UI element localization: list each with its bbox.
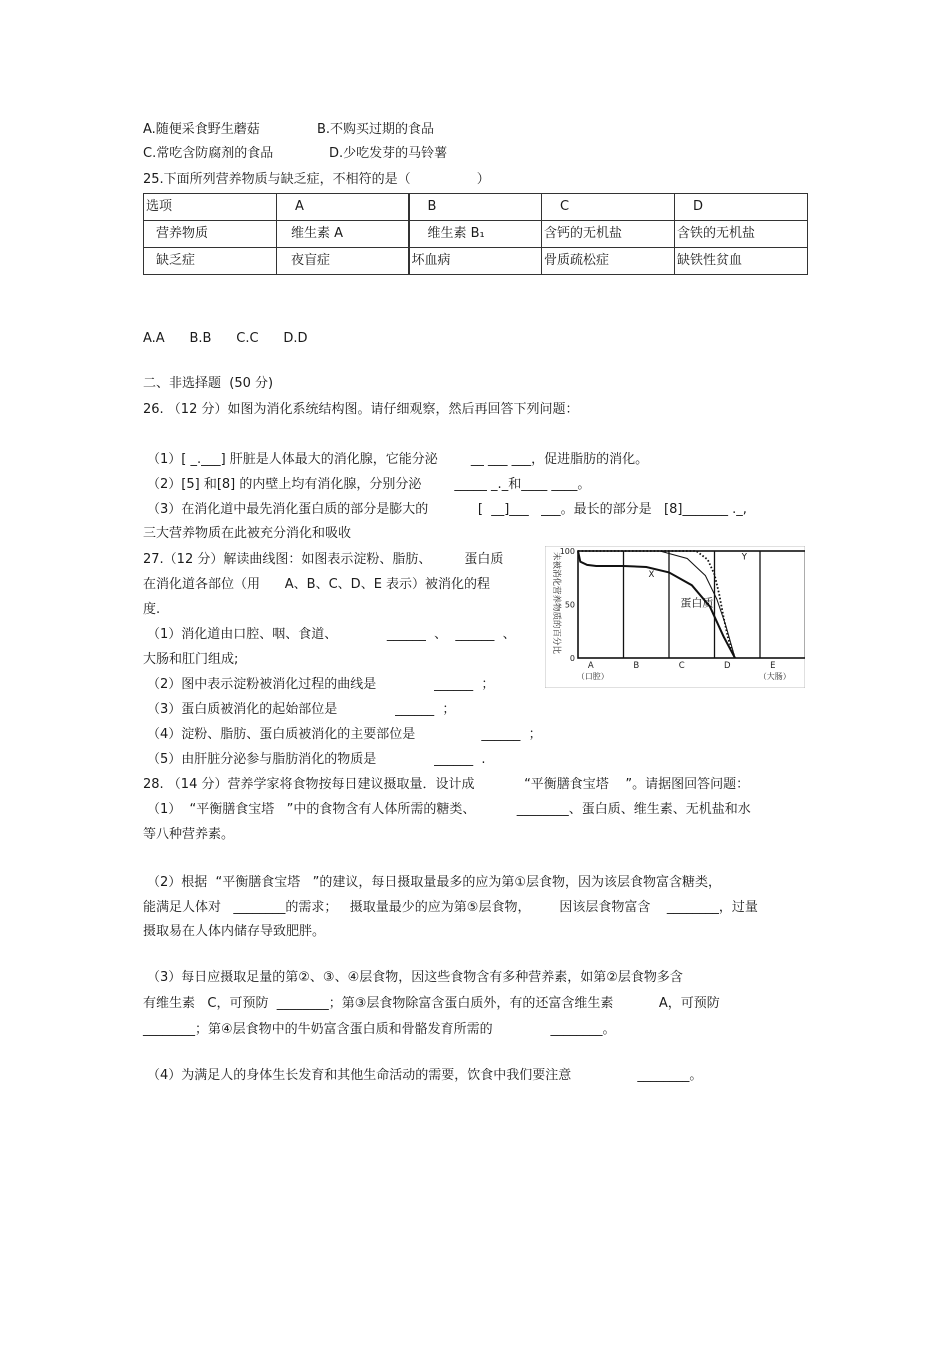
q27-line3: 度.: [143, 602, 161, 617]
x-tick-note: （口腔）: [576, 672, 609, 681]
q24-option-c: C.常吃含防腐剂的食品: [143, 146, 274, 161]
table-cell: 选项: [144, 194, 277, 221]
table-cell: 营养物质: [144, 221, 277, 248]
table-cell: D: [675, 194, 808, 221]
table-cell: 缺乏症: [144, 248, 277, 275]
q26-part3: （3）在消化道中最先消化蛋白质的部分是膨大的 [ __]___ ___。最长的部分是 [8]_______ ._,: [147, 502, 747, 517]
q25-stem: 25.下面所列营养物质与缺乏症，不相符的是（ ）: [143, 172, 490, 187]
q26-part3-cont: 三大营养物质在此被充分消化和吸收: [143, 526, 352, 541]
q27-part2: （2）图中表示淀粉被消化过程的曲线是 ______ ；: [147, 677, 495, 692]
table-cell: C: [542, 194, 675, 221]
q27-part3: （3）蛋白质被消化的起始部位是 ______ ；: [147, 702, 456, 717]
q24-option-d: D.少吃发芽的马铃薯: [329, 146, 448, 161]
q26-stem: 26. （12 分）如图为消化系统结构图。请仔细观察，然后再回答下列问题：: [143, 402, 579, 417]
table-cell: 维生素 A: [277, 221, 409, 248]
series-label: X: [648, 569, 655, 580]
q25-table: [143, 193, 808, 275]
q26-part1: （1）[ _.___] 肝脏是人体最大的消化腺，它能分泌 __ ___ ___，促进脂肪的消化。: [147, 452, 649, 467]
q28-part3: （3）每日应摄取足量的第②、③、④层食物，因这些食物含有多种营养素，如第②层食物多含: [147, 970, 683, 985]
q28-part2: （2）根据 “平衡膳食宝塔 ”的建议，每日摄取量最多的应为第①层食物，因为该层食物富含糖类，: [147, 875, 722, 890]
table-cell: 骨质疏松症: [542, 248, 675, 275]
q27-part4: （4）淀粉、脂肪、蛋白质被消化的主要部位是 ______ ；: [147, 727, 542, 742]
table-row: [144, 248, 808, 275]
table-cell: 含钙的无机盐: [542, 221, 675, 248]
table-cell: 夜盲症: [277, 248, 409, 275]
x-tick-note: （大肠）: [758, 672, 791, 681]
digestion-curve-chart: [545, 546, 805, 688]
table-cell: 坏血病: [409, 248, 542, 275]
chart-border: [545, 546, 805, 688]
q27-line2: 在消化道各部位（用 A、B、C、D、E 表示）被消化的程: [143, 577, 491, 592]
chart-ylabel: 未被消化营养物质的百分比: [551, 552, 561, 655]
section-heading: 二、非选择题 (50 分): [143, 376, 274, 391]
q26-part2: （2）[5] 和[8] 的内壁上均有消化腺，分别分泌 _____ _._和____ ____。: [147, 477, 591, 492]
q28-stem: 28. （14 分）营养学家将食物按每日建议摄取量．设计成 “平衡膳食宝塔 ”。请据图回答问题：: [143, 777, 750, 792]
q27-part1-cont: 大肠和肛门组成;: [143, 652, 239, 667]
table-cell: 缺铁性贫血: [675, 248, 808, 275]
q28-part1-cont: 等八种营养素。: [143, 827, 235, 842]
y-tick-label: 0: [569, 654, 575, 663]
q28-part2-cont2: 摄取易在人体内储存导致肥胖。: [143, 924, 326, 939]
q27-part5: （5）由肝脏分泌参与脂肪消化的物质是 ______ .: [147, 752, 486, 767]
q25-table-header-row: [144, 194, 808, 221]
y-tick-label: 50: [564, 600, 575, 610]
x-tick-label: A: [587, 661, 594, 671]
x-tick-label: C: [678, 661, 685, 671]
table-cell: 维生素 B₁: [409, 221, 542, 248]
table-row: [144, 221, 808, 248]
q28-part4: （4）为满足人的身体生长发育和其他生命活动的需要，饮食中我们要注意 ________。: [147, 1068, 703, 1083]
q27-line1: 27.（12 分）解读曲线图：如图表示淀粉、脂肪、 蛋白质: [143, 552, 504, 567]
y-tick-label: 100: [559, 547, 575, 556]
q28-part3-cont2: ________；第④层食物中的牛奶富含蛋白质和骨骼发育所需的 ________。: [143, 1022, 616, 1037]
q25-options: A.A B.B C.C D.D: [143, 331, 308, 346]
q28-part1: （1） “平衡膳食宝塔 ”中的食物含有人体所需的糖类、 ________、蛋白质、维生素、无机盐和水: [147, 802, 751, 817]
q27-part1: （1）消化道由口腔、咽、食道、 ______ 、 ______ 、: [147, 627, 516, 642]
q28-part2-cont: 能满足人体对 ________的需求； 摄取量最少的应为第⑤层食物， 因该层食物富含 ________，过量: [143, 900, 758, 915]
x-tick-label: D: [723, 661, 731, 671]
table-cell: 含铁的无机盐: [675, 221, 808, 248]
q28-part3-cont: 有维生素 C，可预防 ________；第③层食物除富含蛋白质外，有的还富含维生素 A，可预防: [143, 996, 720, 1011]
chart-annotation: 蛋白质: [680, 596, 714, 610]
q24-option-b: B.不购买过期的食品: [317, 122, 435, 137]
series-label: Y: [741, 552, 748, 563]
x-tick-label: B: [633, 661, 640, 671]
table-cell: B: [409, 194, 542, 221]
q24-option-a: A.随便采食野生蘑菇: [143, 122, 260, 137]
table-cell: A: [277, 194, 409, 221]
x-tick-label: E: [770, 661, 776, 671]
